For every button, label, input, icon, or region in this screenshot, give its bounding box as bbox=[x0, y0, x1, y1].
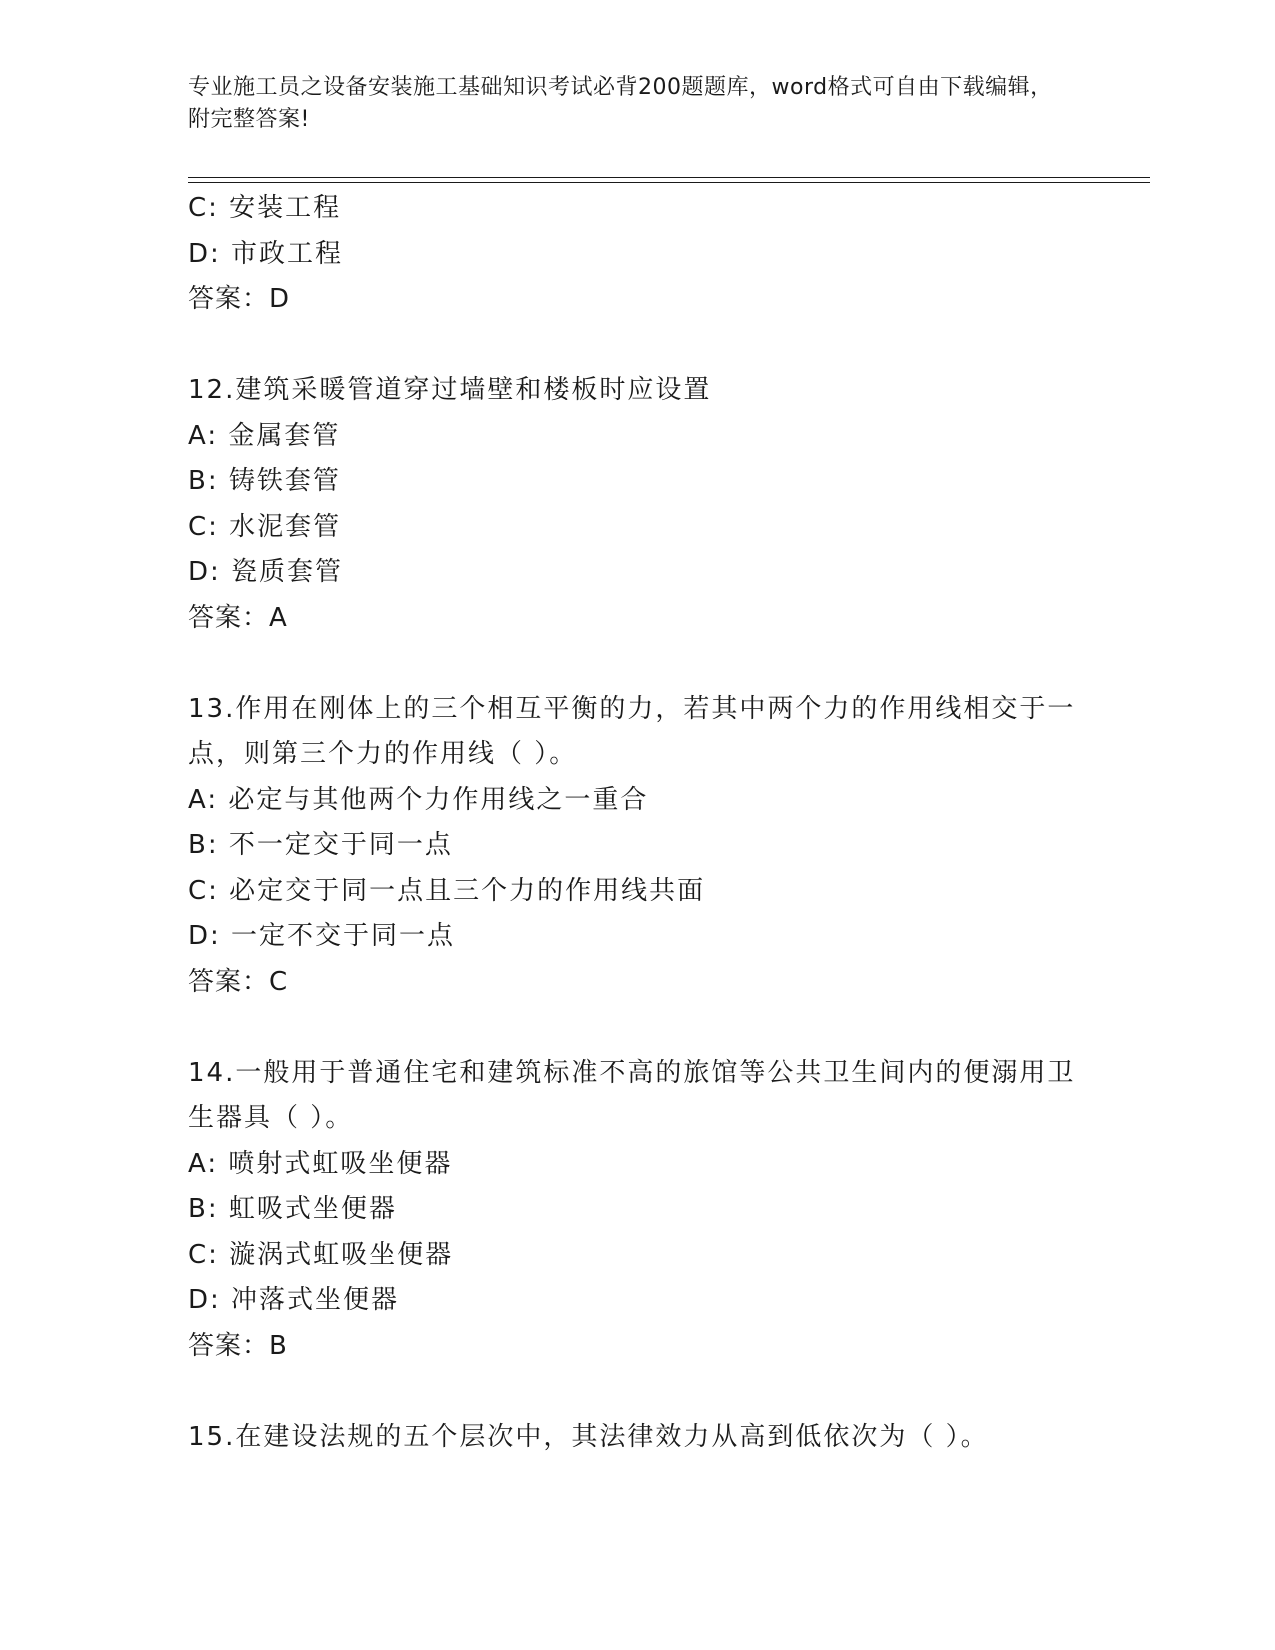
header-rule-bottom bbox=[188, 182, 1150, 183]
option-d: D: 瓷质套管 bbox=[188, 557, 344, 587]
option-b: B: 铸铁套管 bbox=[188, 466, 341, 496]
option-a: A: 金属套管 bbox=[188, 420, 341, 451]
spacer bbox=[188, 323, 1088, 369]
document-body bbox=[188, 186, 1088, 1460]
option-c: C: 漩涡式虹吸坐便器 bbox=[188, 1239, 454, 1270]
question-14: 14.一般用于普通住宅和建筑标准不高的旅馆等公共卫生间内的便溺用卫生器具（ ）。 bbox=[188, 1057, 1076, 1133]
spacer bbox=[188, 641, 1088, 687]
spacer bbox=[188, 1369, 1088, 1415]
header-rule-top bbox=[188, 177, 1150, 178]
answer: 答案：A bbox=[188, 602, 288, 633]
option-c: C: 必定交于同一点且三个力的作用线共面 bbox=[188, 875, 706, 906]
document-header: 专业施工员之设备安装施工基础知识考试必背200题题库，word格式可自由下载编辑，附完整答案! bbox=[188, 75, 1053, 132]
question-12: 12.建筑采暖管道穿过墙壁和楼板时应设置 bbox=[188, 375, 712, 405]
question-13: 13.作用在刚体上的三个相互平衡的力，若其中两个力的作用线相交于一点，则第三个力的作用线（ ）。 bbox=[188, 693, 1076, 769]
option-b: B: 不一定交于同一点 bbox=[188, 830, 453, 860]
option-a: A: 必定与其他两个力作用线之一重合 bbox=[188, 784, 649, 815]
option-d: D: 冲落式坐便器 bbox=[188, 1285, 400, 1315]
option-c: C: 水泥套管 bbox=[188, 511, 342, 542]
option-c: C: 安装工程 bbox=[188, 193, 342, 223]
answer: 答案：D bbox=[188, 284, 291, 314]
question-15: 15.在建设法规的五个层次中，其法律效力从高到低依次为（ ）。 bbox=[188, 1421, 989, 1452]
option-b: B: 虹吸式坐便器 bbox=[188, 1194, 397, 1224]
answer: 答案：B bbox=[188, 1330, 288, 1361]
option-d: D: 市政工程 bbox=[188, 238, 344, 269]
option-d: D: 一定不交于同一点 bbox=[188, 921, 456, 951]
answer: 答案：C bbox=[188, 966, 289, 997]
option-a: A: 喷射式虹吸坐便器 bbox=[188, 1148, 453, 1179]
spacer bbox=[188, 1005, 1088, 1051]
